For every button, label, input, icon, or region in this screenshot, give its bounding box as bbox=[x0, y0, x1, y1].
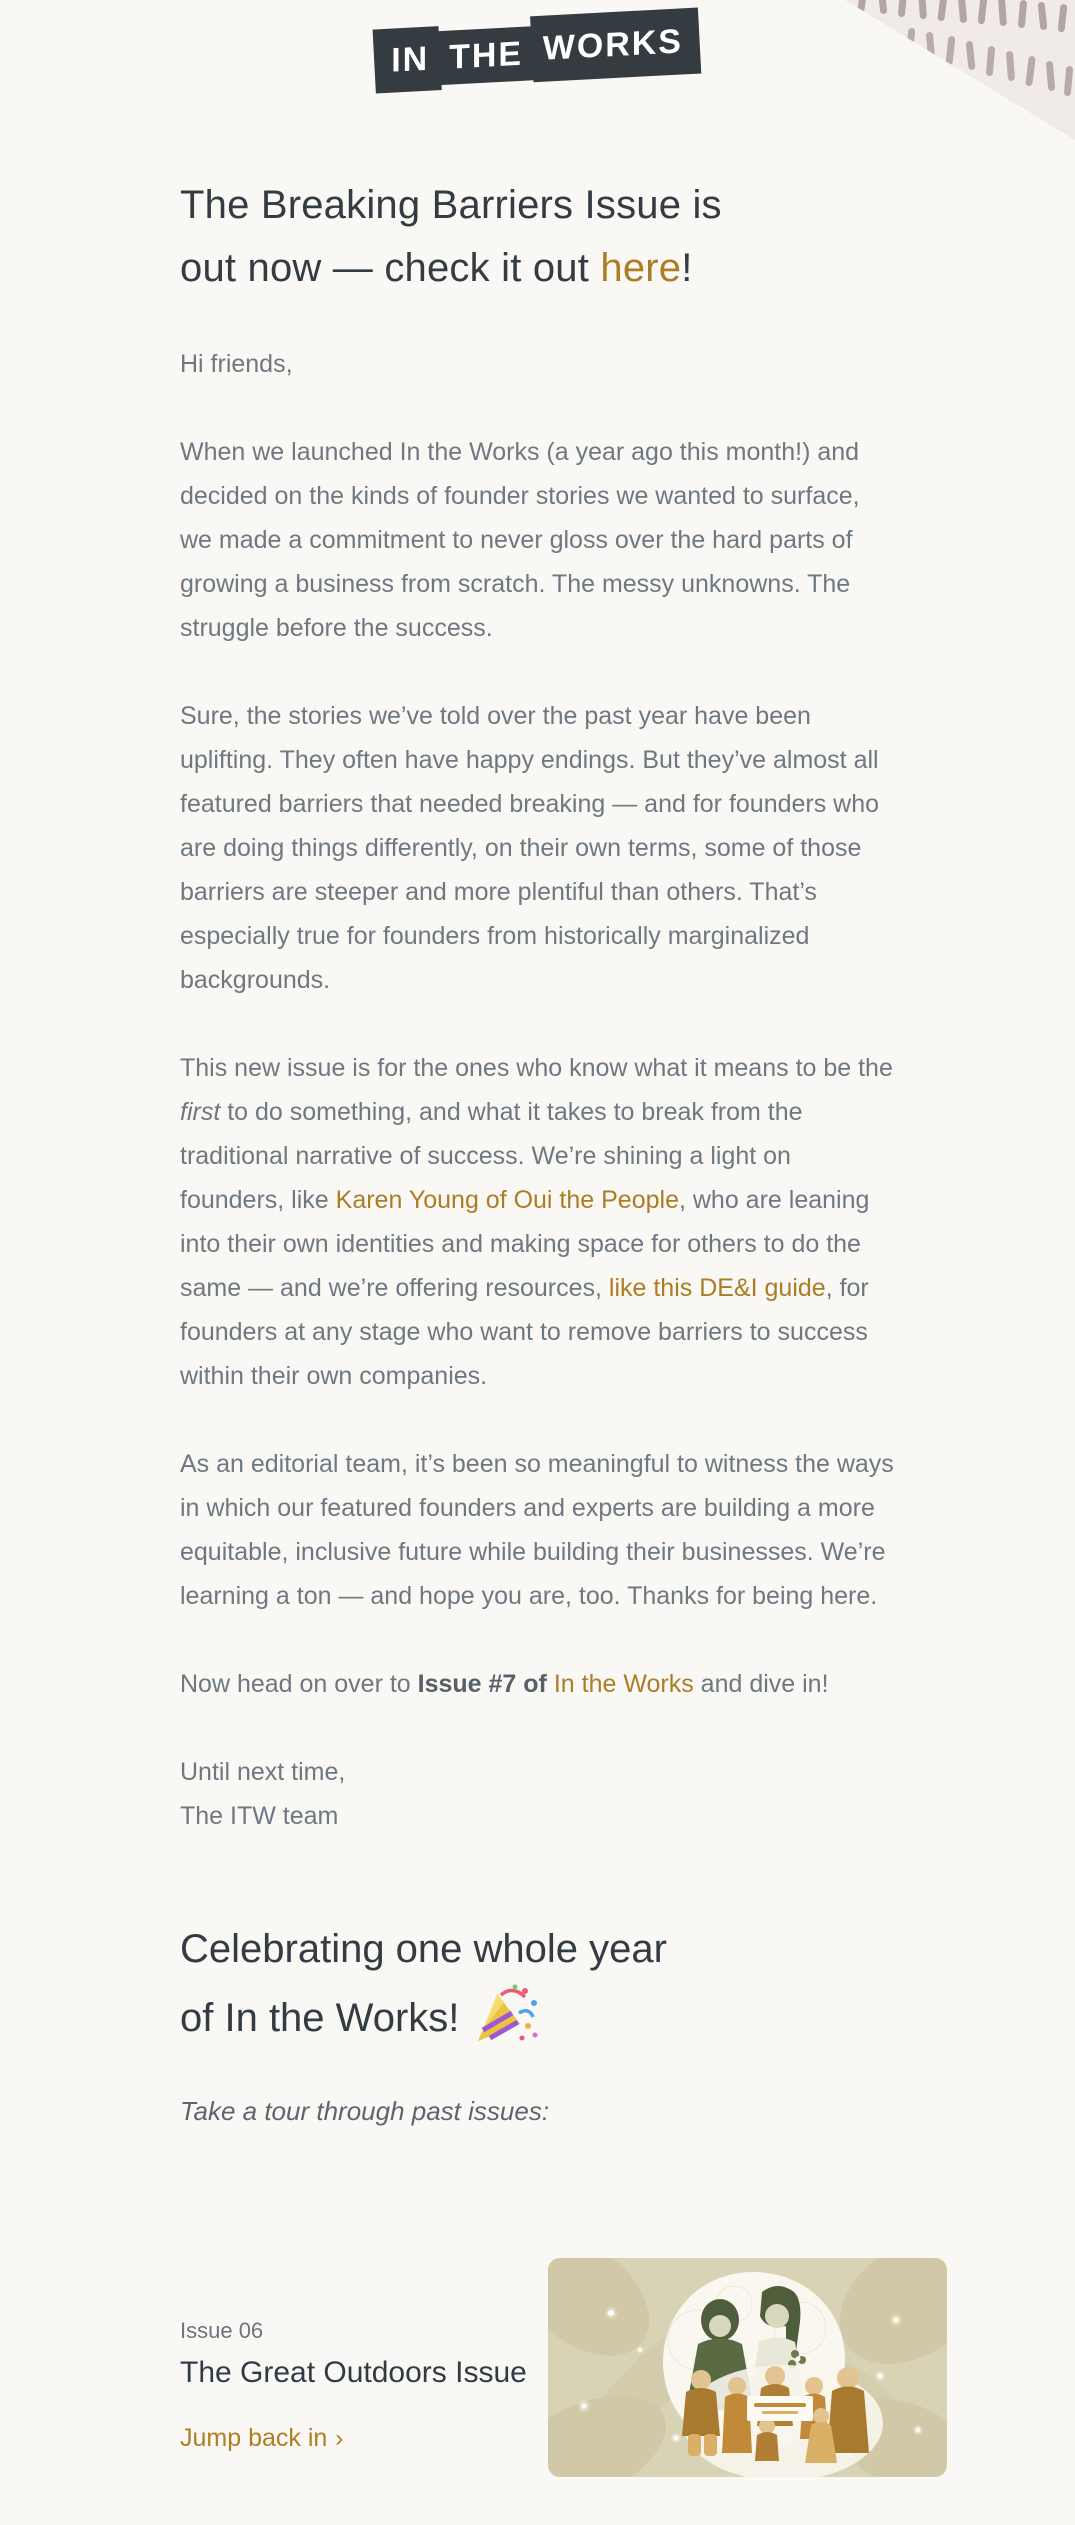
anniversary-heading bbox=[180, 1918, 895, 2050]
paragraph bbox=[180, 430, 895, 650]
logo-word-the bbox=[437, 26, 536, 85]
paragraph-text: to do something, and what it takes to break from the traditional narrative of success. We’re shining a light on founders, like bbox=[180, 1098, 803, 1214]
paragraph-text: , for founders at any stage who want to remove barriers to success within their own companies. bbox=[180, 1274, 869, 1390]
jump-back-in-label: Jump back in bbox=[180, 2424, 328, 2452]
logo-word-text: WORKS bbox=[543, 21, 684, 68]
hero-heading bbox=[180, 174, 895, 300]
email-content bbox=[180, 0, 895, 1882]
issue-title: The Great Outdoors Issue bbox=[180, 2356, 527, 2389]
inline-link[interactable]: Karen Young of Oui the People bbox=[335, 1186, 679, 1214]
in-the-works-logo bbox=[373, 12, 702, 95]
paragraph-text: Hi friends, bbox=[180, 350, 293, 378]
logo-word-text: THE bbox=[449, 34, 524, 77]
paragraph-text bbox=[547, 1670, 554, 1698]
paragraph bbox=[180, 1046, 895, 1398]
anniversary-heading-line2: of In the Works! bbox=[180, 1996, 460, 2040]
paragraph bbox=[180, 1750, 895, 1838]
bold-text: Issue #7 of bbox=[417, 1670, 547, 1698]
issue-number-label: Issue 06 bbox=[180, 2318, 264, 2343]
body-paragraphs bbox=[180, 342, 895, 1838]
hero-here-link[interactable]: here bbox=[600, 246, 682, 290]
paragraph bbox=[180, 694, 895, 1002]
hero-heading-line2: out now — check it out bbox=[180, 246, 601, 290]
italic-text: first bbox=[180, 1098, 221, 1126]
paragraph-text: and dive in! bbox=[693, 1670, 829, 1698]
paragraph-text: , who are leaning into their own identities and making space for others to do the same — and we’re offering resources, bbox=[180, 1186, 870, 1302]
inline-link[interactable]: In the Works bbox=[553, 1670, 694, 1698]
paragraph-text: This new issue is for the ones who know what it means to be the bbox=[180, 1054, 893, 1082]
past-issue-row bbox=[180, 2258, 947, 2477]
jump-back-in-link[interactable] bbox=[180, 2424, 343, 2453]
paragraph-text: As an editorial team, it’s been so meaningful to witness the ways in which our featured founders and experts are building a more equitable, inclusive future while building their businesses. We’re learning a ton — and hope you are, too. Thanks for being here. bbox=[180, 1450, 894, 1610]
issue-card-image[interactable] bbox=[548, 2258, 947, 2477]
paragraph bbox=[180, 1662, 895, 1706]
paragraph-text: Now head on over to bbox=[180, 1670, 418, 1698]
paragraph-text: The ITW team bbox=[180, 1802, 339, 1830]
logo-word-in bbox=[373, 26, 442, 93]
paragraph-text: When we launched In the Works (a year ago this month!) and decided on the kinds of founder stories we wanted to surface, we made a commitment to never gloss over the hard parts of growing a business from scratch. The messy unknowns. The struggle before the success. bbox=[180, 438, 860, 642]
party-popper-emoji bbox=[473, 1981, 539, 2047]
paragraph bbox=[180, 1442, 895, 1618]
hero-heading-line1: The Breaking Barriers Issue is bbox=[180, 183, 722, 227]
paragraph-text: Sure, the stories we’ve told over the past year have been uplifting. They often have happy endings. But they’ve almost all featured barriers that needed breaking — and for founders who are doing things differently, on their own terms, some of those barriers are steeper and more plentiful than others. That’s especially true for founders from historically marginalized backgrounds. bbox=[180, 702, 880, 994]
inline-link[interactable]: like this DE&I guide bbox=[608, 1274, 826, 1302]
logo-word-text: IN bbox=[391, 39, 430, 80]
anniversary-heading-line1: Celebrating one whole year bbox=[180, 1927, 667, 1971]
paragraph bbox=[180, 342, 895, 386]
past-issues-tagline: Take a tour through past issues: bbox=[180, 2096, 550, 2126]
paragraph-text: Until next time, bbox=[180, 1758, 346, 1786]
logo-word-works bbox=[530, 8, 702, 83]
past-issue-text bbox=[180, 2258, 548, 2477]
anniversary-section bbox=[180, 1918, 895, 2127]
outdoors-collage-illustration bbox=[548, 2258, 947, 2477]
hero-heading-suffix: ! bbox=[681, 246, 693, 290]
logo-wrap bbox=[180, 20, 895, 86]
chevron-right-icon: › bbox=[335, 2425, 344, 2452]
